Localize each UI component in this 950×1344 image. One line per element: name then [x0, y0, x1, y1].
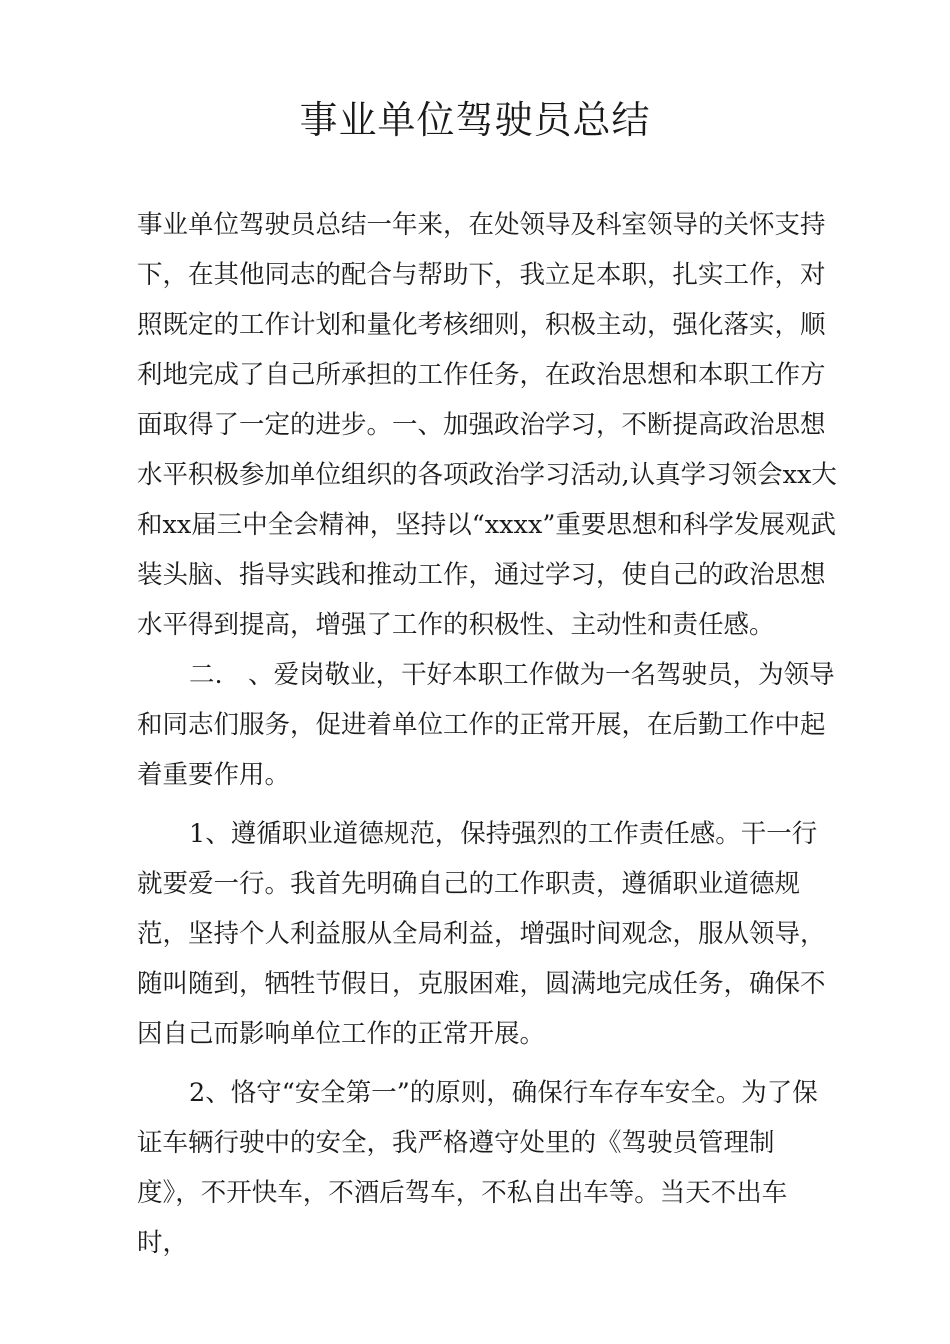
document-body [137, 200, 837, 1268]
document-title: 事业单位驾驶员总结 [299, 98, 651, 142]
paragraph-intro: 事业单位驾驶员总结一年来，在处领导及科室领导的关怀支持下，在其他同志的配合与帮助下，我立足本职，扎实工作，对照既定的工作计划和量化考核细则，积极主动，强化落实，顺利地完成了自己所承担的工作任务，在政治思想和本职工作方面取得了一定的进步。一、加强政治学习，不断提高政治思想水平积极参加单位组织的各项政治学习活动,认真学习领会xx大和xx届三中全会精神，坚持以“xxxx”重要思想和科学发展观武装头脑、指导实践和推动工作，通过学习，使自己的政治思想水平得到提高，增强了工作的积极性、主动性和责任感。 [137, 210, 837, 640]
paragraph-point-one: 1、遵循职业道德规范，保持强烈的工作责任感。干一行就要爱一行。我首先明确自己的工作职责，遵循职业道德规范，坚持个人利益服从全局利益，增强时间观念，服从领导，随叫随到，牺牲节假日，克服困难，圆满地完成任务，确保不因自己而影响单位工作的正常开展。 [137, 819, 826, 1049]
paragraph-point-two: 2、恪守“安全第一”的原则，确保行车存车安全。为了保证车辆行驶中的安全，我严格遵守处里的《驾驶员管理制度》，不开快车，不酒后驾车，不私自出车等。当天不出车时， [137, 1078, 818, 1258]
paragraph-section-two: 二. 、爱岗敬业，干好本职工作做为一名驾驶员，为领导和同志们服务，促进着单位工作的正常开展，在后勤工作中起着重要作用。 [137, 660, 835, 790]
